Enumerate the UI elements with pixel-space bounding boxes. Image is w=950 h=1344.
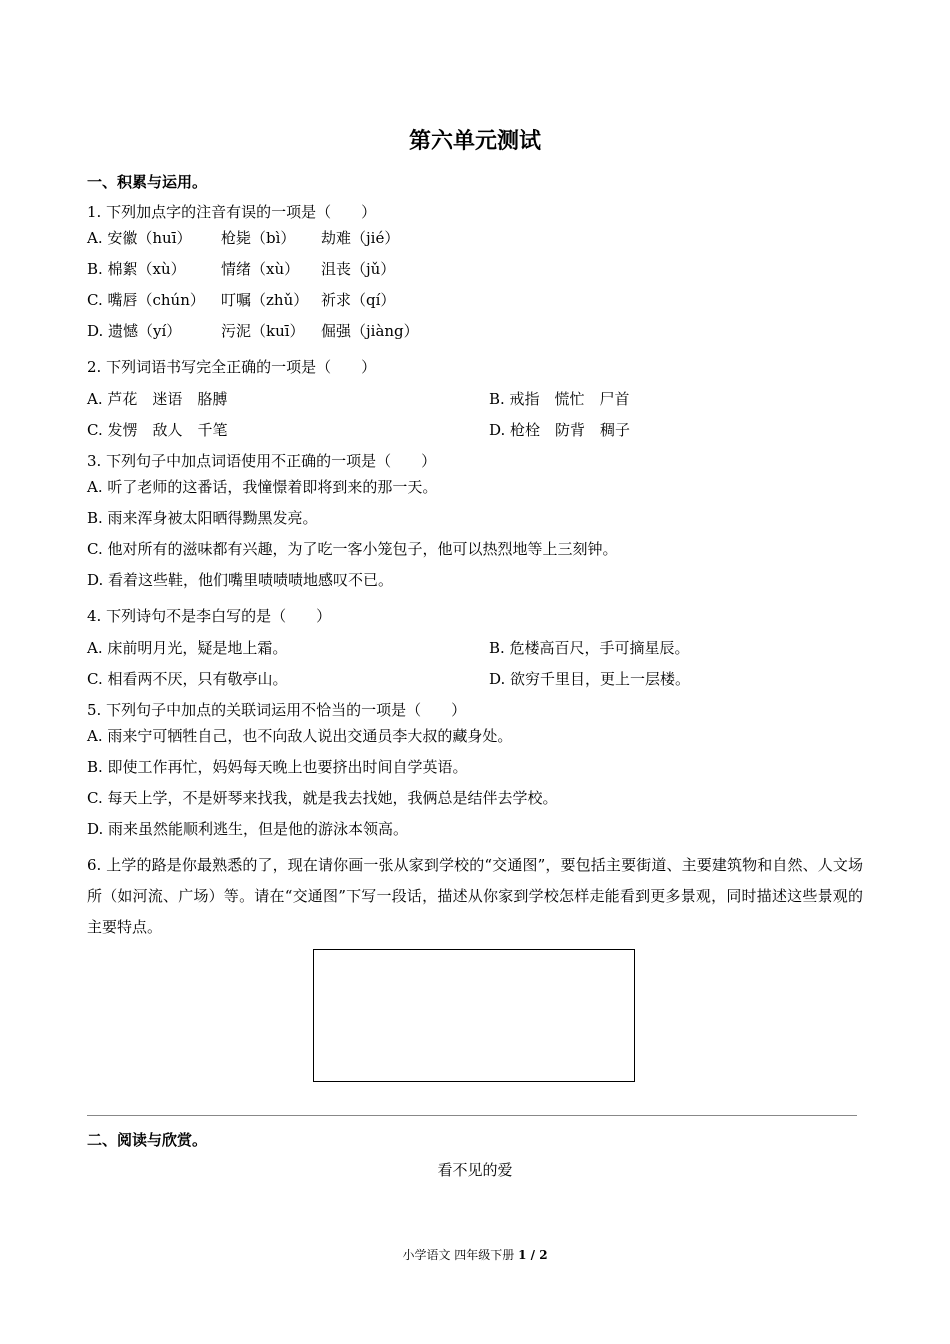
page-title: 第六单元测试 (408, 128, 541, 154)
page-number: 1 / 2 (518, 1248, 548, 1262)
q1-option-d-2: 污泥（kuī） (221, 322, 305, 340)
q3-stem: 3. 下列句子中加点词语使用不正确的一项是（ ） (87, 452, 437, 470)
q4-option-b: B. 危楼高百尺，手可摘星辰。 (489, 639, 690, 657)
reading-passage-title: 看不见的爱 (437, 1161, 513, 1179)
q2-option-a: A. 芦花 迷语 胳膊 (87, 390, 228, 408)
q1-option-d-1: D. 遗憾（yí） (87, 322, 182, 340)
q5-option-d: D. 雨来虽然能顺利逃生，但是他的游泳本领高。 (87, 820, 409, 838)
q5-stem: 5. 下列句子中加点的关联词运用不恰当的一项是（ ） (87, 701, 467, 719)
q1-stem: 1. 下列加点字的注音有误的一项是（ ） (87, 203, 377, 221)
section-heading-2: 二、阅读与欣赏。 (87, 1131, 208, 1149)
q1-option-d-3: 倔强（jiàng） (321, 322, 419, 340)
divider-line (87, 1115, 857, 1116)
q3-option-d: D. 看着这些鞋，他们嘴里啧啧啧地感叹不已。 (87, 571, 394, 589)
drawing-answer-box[interactable] (313, 949, 635, 1082)
q4-option-a: A. 床前明月光，疑是地上霜。 (87, 639, 288, 657)
q1-option-b-3: 沮丧（jǔ） (321, 260, 396, 278)
q1-option-c-1: C. 嘴唇（chún） (87, 291, 205, 309)
q1-option-c-2: 叮嘱（zhǔ） (221, 291, 309, 309)
q2-option-c: C. 发愣 敌人 千笔 (87, 421, 228, 439)
q4-stem: 4. 下列诗句不是李白写的是（ ） (87, 607, 332, 625)
q6-prompt: 6. 上学的路是你最熟悉的了，现在请你画一张从家到学校的“交通图”，要包括主要街道、主要建筑物和自然、人文场所（如河流、广场）等。请在“交通图”下写一段话，描述从你家到学校怎样走能看到更多景观，同时描述这些景观的主要特点。 (87, 856, 863, 936)
q3-option-b: B. 雨来浑身被太阳晒得黝黑发亮。 (87, 509, 318, 527)
q5-option-a: A. 雨来宁可牺牲自己，也不向敌人说出交通员李大叔的藏身处。 (87, 727, 513, 745)
q4-option-c: C. 相看两不厌，只有敬亭山。 (87, 670, 288, 688)
q5-option-b: B. 即使工作再忙，妈妈每天晚上也要挤出时间自学英语。 (87, 758, 468, 776)
q4-option-d: D. 欲穷千里目，更上一层楼。 (489, 670, 691, 688)
q1-option-a-1: A. 安徽（huī） (87, 229, 192, 247)
q1-option-c-3: 祈求（qí） (321, 291, 396, 309)
q2-option-d: D. 枪栓 防背 稠子 (489, 421, 631, 439)
footer-label: 小学语文 四年级下册 (402, 1248, 515, 1262)
q1-option-b-1: B. 棉絮（xù） (87, 260, 186, 278)
q1-option-a-2: 枪毙（bì） (221, 229, 296, 247)
q1-option-a-3: 劫难（jié） (321, 229, 400, 247)
q3-option-c: C. 他对所有的滋味都有兴趣，为了吃一客小笼包子，他可以热烈地等上三刻钟。 (87, 540, 618, 558)
page-footer (0, 1247, 950, 1263)
section-heading-1: 一、积累与运用。 (87, 173, 208, 191)
q1-option-b-2: 情绪（xù） (221, 260, 300, 278)
q2-option-b: B. 戒指 慌忙 尸首 (489, 390, 630, 408)
q5-option-c: C. 每天上学，不是妍琴来找我，就是我去找她，我俩总是结伴去学校。 (87, 789, 558, 807)
q2-stem: 2. 下列词语书写完全正确的一项是（ ） (87, 358, 377, 376)
q3-option-a: A. 听了老师的这番话，我憧憬着即将到来的那一天。 (87, 478, 438, 496)
